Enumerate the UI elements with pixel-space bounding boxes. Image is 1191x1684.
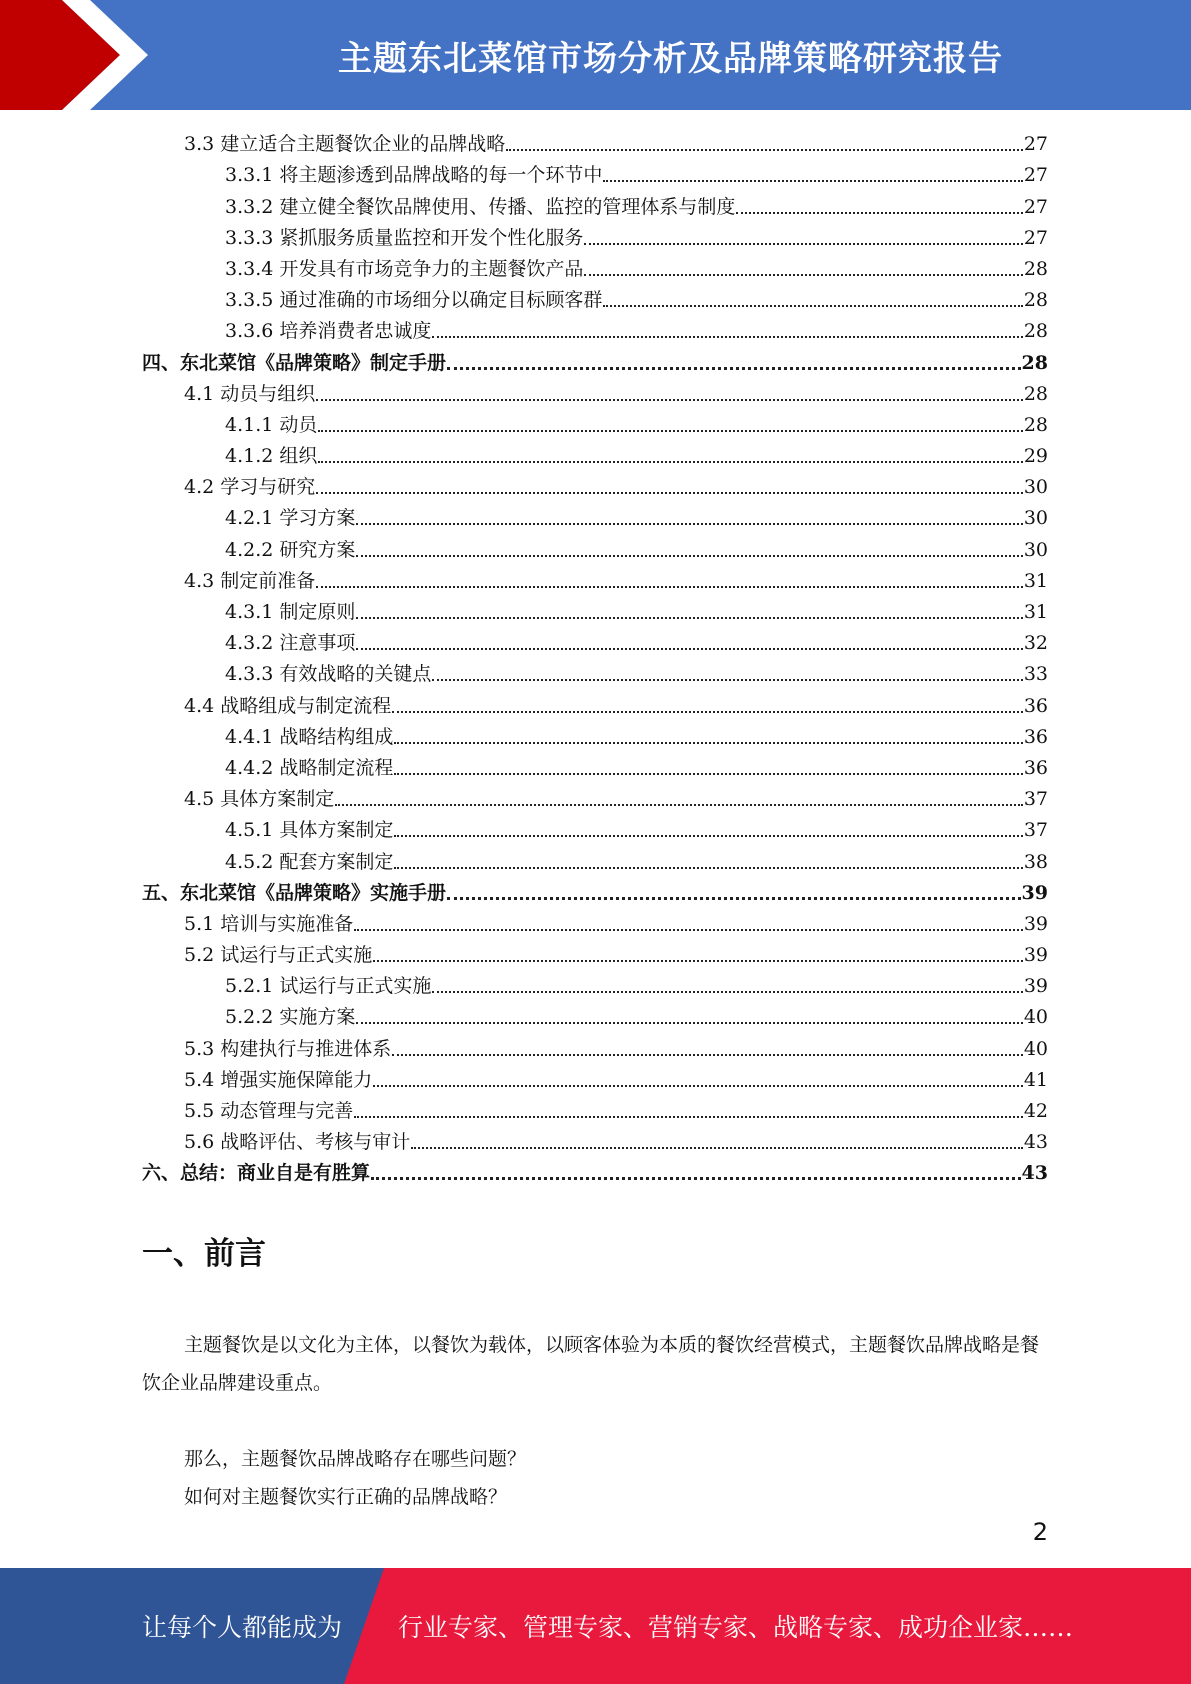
header-arrow-decoration (0, 0, 160, 110)
page-number: 2 (1032, 1518, 1048, 1546)
toc-entry[interactable] (142, 594, 1048, 625)
toc-entry[interactable] (142, 812, 1048, 843)
toc-entry[interactable] (142, 1124, 1048, 1155)
toc-entry-page: 43 (1021, 1162, 1048, 1185)
toc-dot-leader (371, 1176, 1021, 1180)
table-of-contents (142, 126, 1048, 1186)
document-title: 主题东北菜馆市场分析及品牌策略研究报告 (338, 38, 1003, 79)
toc-dot-leader (394, 772, 1022, 775)
toc-entry-label: 5.2 试运行与正式实施 (184, 944, 373, 967)
toc-entry[interactable] (142, 220, 1048, 251)
toc-entry-page: 39 (1023, 944, 1048, 967)
toc-entry-label: 3.3 建立适合主题餐饮企业的品牌战略 (184, 133, 506, 156)
toc-dot-leader (411, 1146, 1023, 1149)
toc-entry-label: 四、东北菜馆《品牌策略》制定手册 (142, 351, 447, 374)
toc-dot-leader (506, 148, 1023, 151)
toc-entry-label: 4.4.1 战略结构组成 (225, 725, 394, 748)
toc-entry[interactable] (142, 469, 1048, 500)
toc-entry[interactable] (142, 500, 1048, 531)
toc-entry-page: 37 (1023, 788, 1048, 811)
toc-entry[interactable] (142, 251, 1048, 282)
toc-entry-label: 5.5 动态管理与完善 (184, 1100, 354, 1122)
toc-dot-leader (432, 335, 1022, 338)
toc-dot-leader (394, 741, 1022, 744)
toc-entry[interactable] (142, 968, 1048, 999)
toc-entry[interactable] (142, 344, 1048, 375)
toc-entry-label: 4.5 具体方案制定 (184, 788, 335, 811)
toc-entry-label: 六、总结：商业自是有胜算 (142, 1162, 371, 1185)
toc-entry-page: 36 (1023, 694, 1048, 717)
question-line: 那么，主题餐饮品牌战略存在哪些问题？ (184, 1448, 527, 1470)
toc-entry-page: 29 (1023, 445, 1048, 468)
toc-entry[interactable] (142, 1030, 1048, 1061)
toc-entry-page: 39 (1023, 912, 1048, 935)
toc-entry[interactable] (142, 563, 1048, 594)
toc-dot-leader (354, 1115, 1023, 1118)
toc-entry-label: 3.3.2 建立健全餐饮品牌使用、传播、监控的管理体系与制度 (225, 195, 736, 218)
toc-entry[interactable] (142, 188, 1048, 219)
toc-entry[interactable] (142, 438, 1048, 469)
toc-entry-label: 5.6 战略评估、考核与审计 (184, 1131, 411, 1154)
toc-entry-page: 40 (1023, 1037, 1048, 1060)
toc-dot-leader (432, 678, 1022, 681)
toc-dot-leader (432, 990, 1022, 993)
toc-dot-leader (373, 1084, 1023, 1087)
toc-dot-leader (356, 616, 1022, 619)
toc-entry-label: 5.4 增强实施保障能力 (184, 1068, 373, 1091)
toc-entry-label: 4.1.2 组织 (225, 445, 318, 468)
toc-entry[interactable] (142, 719, 1048, 750)
toc-entry-label: 3.3.6 培养消费者忠诚度 (225, 320, 432, 343)
toc-entry[interactable] (142, 1155, 1048, 1186)
toc-entry-page: 36 (1023, 725, 1048, 748)
toc-entry-page: 30 (1023, 476, 1048, 499)
intro-paragraph: 主题餐饮是以文化为主体，以餐饮为载体，以顾客体验为本质的餐饮经营模式，主题餐饮品牌战略是餐饮企业品牌建设重点。 (142, 1334, 1040, 1394)
toc-entry-label: 5.2.2 实施方案 (225, 1006, 356, 1029)
toc-entry[interactable] (142, 687, 1048, 718)
toc-entry[interactable] (142, 843, 1048, 874)
toc-entry-label: 4.3.1 制定原则 (225, 601, 356, 623)
toc-entry-page: 42 (1023, 1100, 1048, 1122)
page-footer (0, 1568, 1191, 1684)
toc-dot-leader (356, 554, 1022, 557)
toc-entry-page: 39 (1023, 975, 1048, 998)
toc-entry-label: 4.3.2 注意事项 (225, 632, 356, 655)
toc-entry[interactable] (142, 1093, 1048, 1124)
toc-entry-label: 4.2.1 学习方案 (225, 507, 356, 530)
toc-entry[interactable] (142, 531, 1048, 562)
toc-entry-page: 32 (1023, 632, 1048, 655)
toc-dot-leader (356, 1021, 1022, 1024)
toc-dot-leader (316, 491, 1023, 494)
toc-entry[interactable] (142, 313, 1048, 344)
toc-dot-leader (392, 1053, 1023, 1056)
toc-entry-label: 4.5.1 具体方案制定 (225, 819, 394, 842)
toc-dot-leader (356, 647, 1022, 650)
toc-entry-label: 4.2 学习与研究 (184, 476, 316, 499)
toc-dot-leader (316, 398, 1023, 401)
toc-entry-page: 28 (1021, 351, 1048, 374)
toc-dot-leader (603, 304, 1022, 307)
toc-dot-leader (318, 460, 1022, 463)
toc-dot-leader (394, 834, 1022, 837)
toc-entry-page: 31 (1023, 569, 1048, 592)
toc-entry[interactable] (142, 875, 1048, 906)
toc-entry-label: 3.3.4 开发具有市场竞争力的主题餐饮产品 (225, 257, 584, 280)
toc-entry-page: 38 (1023, 850, 1048, 873)
toc-entry-label: 4.4.2 战略制定流程 (225, 756, 394, 779)
section-heading: 一、前言 (142, 1236, 266, 1272)
toc-entry[interactable] (142, 1062, 1048, 1093)
page-header (0, 0, 1191, 110)
toc-dot-leader (316, 585, 1023, 588)
toc-entry[interactable] (142, 999, 1048, 1030)
toc-entry-page: 30 (1023, 538, 1048, 561)
toc-entry-label: 5.1 培训与实施准备 (184, 912, 354, 935)
toc-entry[interactable] (142, 906, 1048, 937)
toc-entry[interactable] (142, 750, 1048, 781)
toc-dot-leader (447, 366, 1021, 370)
footer-slogan-left: 让每个人都能成为 (142, 1613, 343, 1642)
toc-entry-page: 40 (1023, 1006, 1048, 1029)
toc-entry-page: 28 (1023, 257, 1048, 280)
toc-entry-label: 3.3.3 紧抓服务质量监控和开发个性化服务 (225, 226, 584, 249)
toc-entry-page: 41 (1023, 1068, 1048, 1091)
toc-entry-page: 27 (1023, 226, 1048, 249)
toc-entry-label: 4.2.2 研究方案 (225, 538, 356, 561)
toc-entry-page: 39 (1021, 881, 1048, 904)
toc-entry-page: 43 (1023, 1131, 1048, 1154)
toc-entry-page: 28 (1023, 382, 1048, 405)
toc-entry[interactable] (142, 625, 1048, 656)
toc-entry-page: 30 (1023, 507, 1048, 530)
toc-entry-label: 5.3 构建执行与推进体系 (184, 1037, 392, 1060)
toc-entry[interactable] (142, 781, 1048, 812)
toc-entry-page: 37 (1023, 819, 1048, 842)
toc-entry-page: 36 (1023, 756, 1048, 779)
toc-entry-label: 4.1.1 动员 (225, 413, 318, 436)
toc-entry-label: 4.4 战略组成与制定流程 (184, 694, 392, 717)
toc-entry-page: 28 (1023, 320, 1048, 343)
toc-dot-leader (335, 803, 1023, 806)
toc-entry-label: 3.3.1 将主题渗透到品牌战略的每一个环节中 (225, 164, 603, 187)
toc-entry[interactable] (142, 282, 1048, 313)
toc-entry-label: 五、东北菜馆《品牌策略》实施手册 (142, 881, 447, 904)
toc-entry[interactable] (142, 376, 1048, 407)
toc-dot-leader (736, 211, 1022, 214)
toc-entry-page: 31 (1023, 601, 1048, 623)
toc-entry-label: 4.3 制定前准备 (184, 569, 316, 592)
toc-entry-page: 27 (1023, 133, 1048, 156)
toc-entry-label: 3.3.5 通过准确的市场细分以确定目标顾客群 (225, 289, 603, 312)
toc-dot-leader (584, 242, 1022, 245)
toc-entry-page: 27 (1023, 195, 1048, 218)
toc-entry-page: 28 (1023, 289, 1048, 312)
toc-dot-leader (584, 273, 1022, 276)
toc-entry[interactable] (142, 656, 1048, 687)
question-line: 如何对主题餐饮实行正确的品牌战略？ (184, 1486, 508, 1508)
toc-entry-page: 27 (1023, 164, 1048, 187)
toc-entry-page: 33 (1023, 663, 1048, 686)
toc-dot-leader (394, 866, 1022, 869)
toc-dot-leader (603, 179, 1022, 182)
toc-dot-leader (373, 959, 1023, 962)
toc-dot-leader (318, 429, 1022, 432)
toc-dot-leader (354, 928, 1023, 931)
footer-slogan-right: 行业专家、管理专家、营销专家、战略专家、成功企业家…… (398, 1613, 1074, 1642)
toc-entry-label: 4.3.3 有效战略的关键点 (225, 663, 432, 686)
toc-entry[interactable] (142, 157, 1048, 188)
toc-entry-label: 4.5.2 配套方案制定 (225, 850, 394, 873)
toc-entry[interactable] (142, 407, 1048, 438)
toc-entry[interactable] (142, 126, 1048, 157)
toc-entry-label: 4.1 动员与组织 (184, 382, 316, 405)
toc-dot-leader (392, 710, 1023, 713)
toc-entry[interactable] (142, 937, 1048, 968)
toc-entry-label: 5.2.1 试运行与正式实施 (225, 975, 432, 998)
toc-dot-leader (356, 522, 1022, 525)
toc-dot-leader (447, 896, 1021, 900)
toc-entry-page: 28 (1023, 413, 1048, 436)
